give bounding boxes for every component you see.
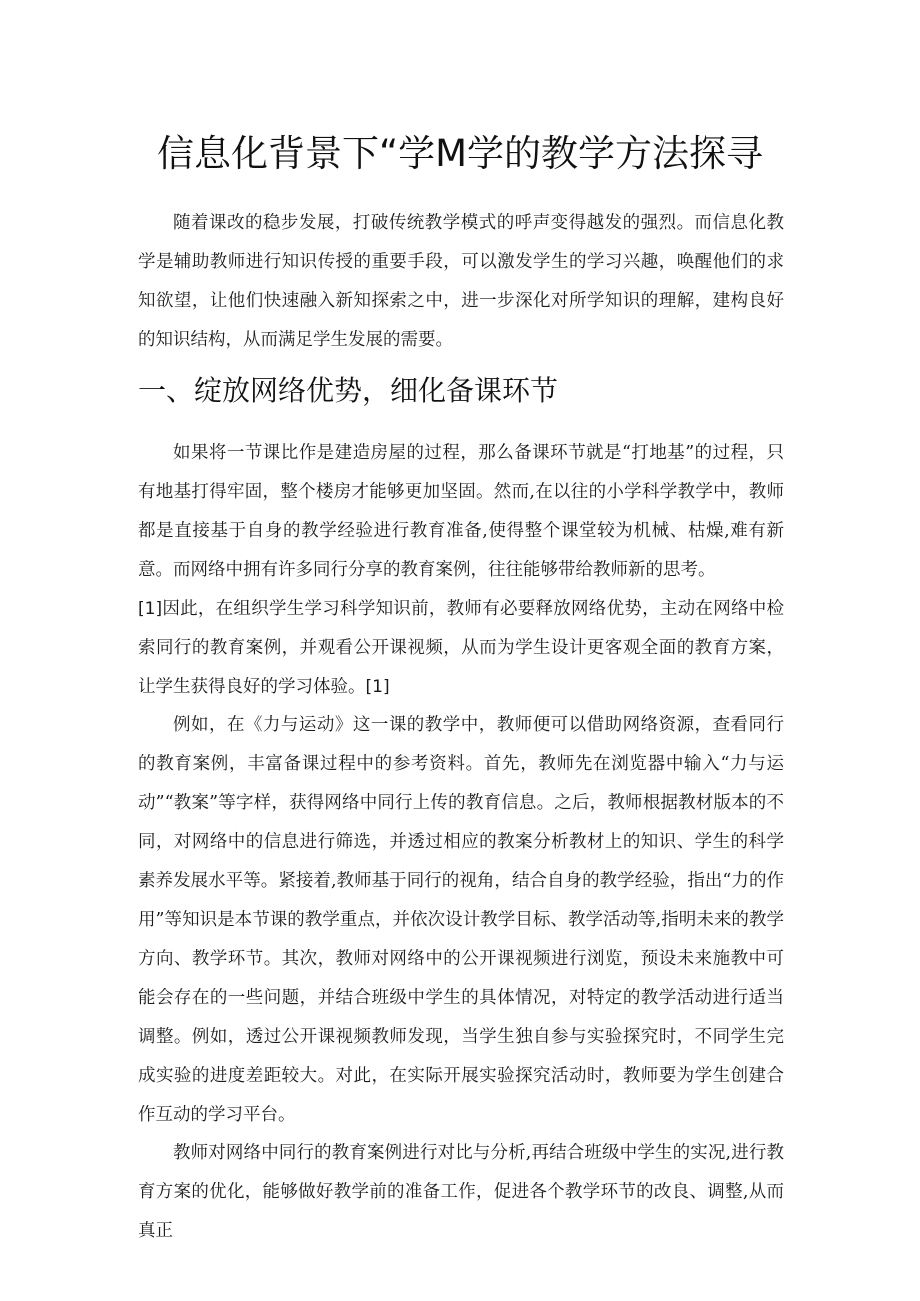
paragraph-1: 如果将一节课比作是建造房屋的过程，那么备课环节就是“打地基”的过程，只有地基打得牢固，整个楼房才能够更加坚固。然而,在以往的小学科学教学中，教师都是直接基于自身的教学经验进行教育准备,使得整个课堂较为机械、枯燥,难有新意。而网络中拥有许多同行分享的教育案例，往往能够带给教师新的思考。	[138, 443, 784, 580]
section-heading: 一、绽放网络优势，细化备课环节	[138, 374, 559, 407]
document-title: 信息化背景下“学M学的教学方法探寻	[156, 132, 764, 175]
citation-marker[interactable]: [1]	[138, 599, 163, 619]
paragraph-2-text: 因此，在组织学生学习科学知识前，教师有必要释放网络优势，主动在网络中检索同行的教育案例，并观看公开课视频，从而为学生设计更客观全面的教育方案，让学生获得良好的学习体验。	[138, 599, 784, 697]
intro-paragraph: 随着课改的稳步发展，打破传统教学模式的呼声变得越发的强烈。而信息化教学是辅助教师进行知识传授的重要手段，可以激发学生的学习兴趣，唤醒他们的求知欲望，让他们快速融入新知探索之中，进一步深化对所学知识的理解，建构良好的知识结构，从而满足学生发展的需要。	[138, 213, 784, 350]
citation-marker[interactable]: [1]	[365, 677, 390, 697]
paragraph-4: 教师对网络中同行的教育案例进行对比与分析,再结合班级中学生的实况,进行教育方案的优化，能够做好教学前的准备工作，促进各个教学环节的改良、调整,从而真正	[138, 1143, 784, 1241]
paragraph-3: 例如，在《力与运动》这一课的教学中，教师便可以借助网络资源，查看同行的教育案例，丰富备课过程中的参考资料。首先，教师先在浏览器中输入“力与运动”“教案”等字样，获得网络中同行上传的教育信息。之后，教师根据教材版本的不同，对网络中的信息进行筛选，并透过相应的教案分析教材上的知识、学生的科学素养发展水平等。紧接着,教师基于同行的视角，结合自身的教学经验，指出“力的作用”等知识是本节课的教学重点，并依次设计教学目标、教学活动等,指明未来的教学方向、教学环节。其次，教师对网络中的公开课视频进行浏览，预设未来施教中可能会存在的一些问题，并结合班级中学生的具体情况，对特定的教学活动进行适当调整。例如，透过公开课视频教师发现，当学生独自参与实验探究时，不同学生完成实验的进度差距较大。对此，在实际开展实验探究活动时，教师要为学生创建合作互动的学习平台。	[138, 715, 784, 1125]
paragraph-2	[138, 590, 784, 707]
